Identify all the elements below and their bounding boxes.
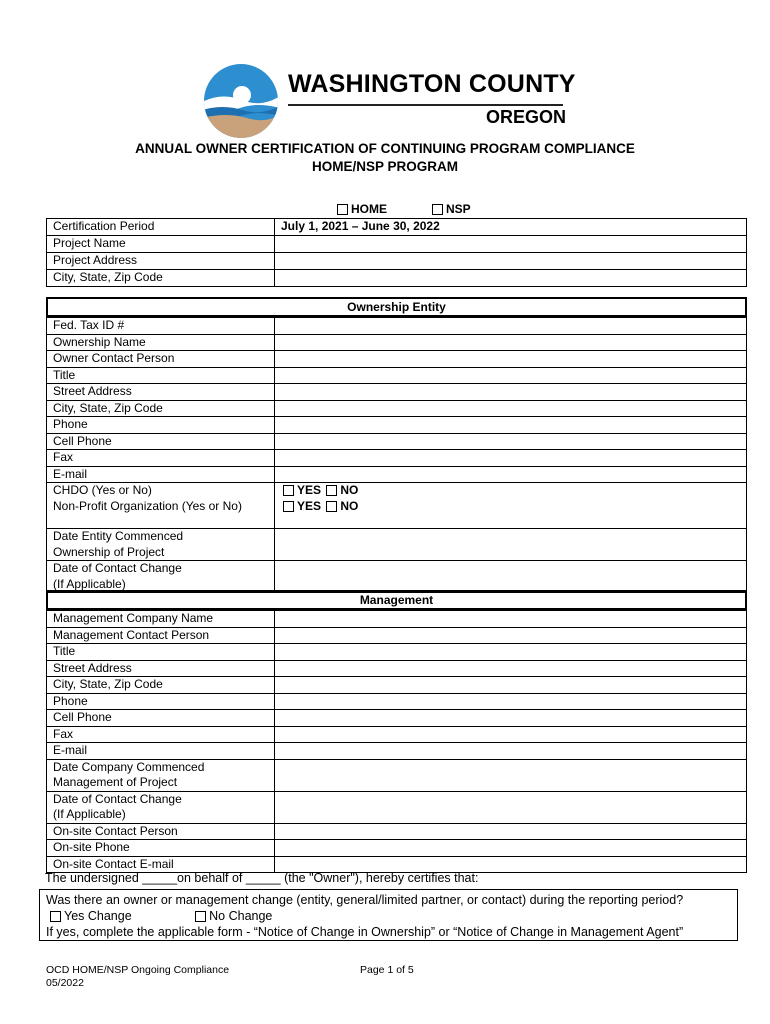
- washington-county-logo: [202, 62, 280, 140]
- change-question: Was there an owner or management change (entity, general/limited partner, or contact) during the reporting period?: [46, 893, 684, 907]
- yes-change-label: Yes Change: [64, 909, 132, 923]
- change-question-box: [39, 889, 738, 941]
- mgmt-company-field[interactable]: [275, 611, 747, 628]
- mgmt-city-field[interactable]: [275, 677, 747, 694]
- nsp-checkbox[interactable]: [432, 204, 443, 215]
- mgmt-contact-change-label-line2: (If Applicable): [53, 807, 126, 821]
- mgmt-contact-change-label-line1: Date of Contact Change: [53, 791, 182, 806]
- owner-contact-label: Owner Contact Person: [47, 351, 275, 368]
- ownership-table: [46, 317, 747, 593]
- table-row: [47, 219, 747, 236]
- mgmt-cell-field[interactable]: [275, 710, 747, 727]
- no-change-label: No Change: [209, 909, 273, 923]
- company-commenced-label: [47, 759, 275, 791]
- mgmt-phone-field[interactable]: [275, 693, 747, 710]
- certification-period-value[interactable]: July 1, 2021 – June 30, 2022: [275, 219, 747, 236]
- entity-commenced-field[interactable]: [275, 529, 747, 561]
- table-row: [47, 270, 747, 287]
- footer-page-number: Page 1 of 5: [360, 964, 414, 976]
- mgmt-phone-label: Phone: [47, 693, 275, 710]
- owner-cell-label: Cell Phone: [47, 433, 275, 450]
- management-table: [46, 610, 747, 873]
- mgmt-email-field[interactable]: [275, 743, 747, 760]
- owner-contact-change-field[interactable]: [275, 561, 747, 593]
- management-section-header: Management: [46, 590, 747, 610]
- mgmt-cell-label: Cell Phone: [47, 710, 275, 727]
- owner-email-field[interactable]: [275, 466, 747, 483]
- entity-commenced-label: [47, 529, 275, 561]
- home-label: HOME: [351, 202, 387, 216]
- project-address-label: Project Address: [47, 253, 275, 270]
- nonprofit-yes-checkbox[interactable]: [283, 501, 294, 512]
- owner-phone-field[interactable]: [275, 417, 747, 434]
- mgmt-street-field[interactable]: [275, 660, 747, 677]
- owner-city-field[interactable]: [275, 400, 747, 417]
- owner-city-label: City, State, Zip Code: [47, 400, 275, 417]
- mgmt-fax-label: Fax: [47, 726, 275, 743]
- onsite-phone-label: On-site Phone: [47, 840, 275, 857]
- no-label: NO: [340, 498, 359, 513]
- chdo-label: CHDO (Yes or No): [53, 483, 152, 497]
- footer-doc-date: 05/2022: [46, 977, 84, 989]
- logo-divider: [288, 104, 563, 106]
- onsite-contact-field[interactable]: [275, 823, 747, 840]
- chdo-no-checkbox[interactable]: [326, 485, 337, 496]
- mgmt-title-label: Title: [47, 644, 275, 661]
- ownership-name-label: Ownership Name: [47, 334, 275, 351]
- project-city-field[interactable]: [275, 270, 747, 287]
- footer-doc-name: OCD HOME/NSP Ongoing Compliance: [46, 964, 230, 976]
- owner-contact-change-label-line2: (If Applicable): [53, 576, 126, 591]
- owner-street-field[interactable]: [275, 384, 747, 401]
- project-address-field[interactable]: [275, 253, 747, 270]
- mgmt-company-label: Management Company Name: [47, 611, 275, 628]
- mgmt-contact-label: Management Contact Person: [47, 627, 275, 644]
- nsp-label: NSP: [446, 202, 471, 216]
- yes-label: YES: [297, 498, 322, 513]
- owner-fax-field[interactable]: [275, 450, 747, 467]
- company-commenced-label-line2: Management of Project: [53, 775, 178, 789]
- owner-phone-label: Phone: [47, 417, 275, 434]
- onsite-phone-field[interactable]: [275, 840, 747, 857]
- owner-title-label: Title: [47, 367, 275, 384]
- mgmt-contact-field[interactable]: [275, 627, 747, 644]
- mgmt-title-field[interactable]: [275, 644, 747, 661]
- entity-commenced-label-line2: Ownership of Project: [53, 544, 165, 559]
- company-commenced-label-line1: Date Company Commenced: [53, 759, 205, 774]
- owner-title-field[interactable]: [275, 367, 747, 384]
- owner-contact-field[interactable]: [275, 351, 747, 368]
- certification-statement: The undersigned _____on behalf of _____ (the "Owner"), hereby certifies that:: [45, 871, 479, 885]
- table-row: [47, 236, 747, 253]
- mgmt-city-label: City, State, Zip Code: [47, 677, 275, 694]
- company-commenced-field[interactable]: [275, 759, 747, 791]
- fed-tax-id-label: Fed. Tax ID #: [47, 318, 275, 335]
- mgmt-contact-change-field[interactable]: [275, 791, 747, 823]
- owner-fax-label: Fax: [47, 450, 275, 467]
- project-table: [46, 218, 747, 287]
- certification-period-label: Certification Period: [47, 219, 275, 236]
- yes-change-checkbox[interactable]: [50, 911, 61, 922]
- form-subtitle: HOME/NSP PROGRAM: [311, 159, 458, 174]
- yes-label: YES: [297, 483, 322, 497]
- change-instruction: If yes, complete the applicable form - “Notice of Change in Ownership” or “Notice of Change in Management Agent”: [46, 925, 684, 939]
- form-title: ANNUAL OWNER CERTIFICATION OF CONTINUING PROGRAM COMPLIANCE: [135, 141, 635, 156]
- owner-email-label: E-mail: [47, 466, 275, 483]
- project-name-label: Project Name: [47, 236, 275, 253]
- home-checkbox[interactable]: [337, 204, 348, 215]
- chdo-options: [283, 483, 746, 499]
- onsite-email-label: On-site Contact E-mail: [47, 856, 275, 873]
- logo-title: WASHINGTON COUNTY: [288, 70, 576, 98]
- chdo-yes-checkbox[interactable]: [283, 485, 294, 496]
- logo-subtitle: OREGON: [486, 107, 567, 127]
- table-row: [47, 253, 747, 270]
- nonprofit-label: Non-Profit Organization (Yes or No): [53, 498, 242, 513]
- no-label: NO: [340, 483, 359, 497]
- mgmt-email-label: E-mail: [47, 743, 275, 760]
- owner-cell-field[interactable]: [275, 433, 747, 450]
- chdo-nonprofit-options: [275, 483, 747, 529]
- mgmt-fax-field[interactable]: [275, 726, 747, 743]
- chdo-nonprofit-labels: [47, 483, 275, 529]
- owner-street-label: Street Address: [47, 384, 275, 401]
- mgmt-street-label: Street Address: [47, 660, 275, 677]
- project-name-field[interactable]: [275, 236, 747, 253]
- project-city-label: City, State, Zip Code: [47, 270, 275, 287]
- ownership-name-field[interactable]: [275, 334, 747, 351]
- home-option[interactable]: [337, 202, 387, 216]
- change-options: [50, 909, 272, 923]
- nsp-option[interactable]: [432, 202, 471, 216]
- owner-contact-change-label: [47, 561, 275, 593]
- no-change-checkbox[interactable]: [195, 911, 206, 922]
- fed-tax-id-field[interactable]: [275, 318, 747, 335]
- owner-contact-change-label-line1: Date of Contact Change: [53, 561, 182, 575]
- ownership-section-header: Ownership Entity: [46, 297, 747, 317]
- nonprofit-no-checkbox[interactable]: [326, 501, 337, 512]
- mgmt-contact-change-label: [47, 791, 275, 823]
- nonprofit-options: [283, 499, 746, 515]
- entity-commenced-label-line1: Date Entity Commenced: [53, 529, 184, 543]
- onsite-contact-label: On-site Contact Person: [47, 823, 275, 840]
